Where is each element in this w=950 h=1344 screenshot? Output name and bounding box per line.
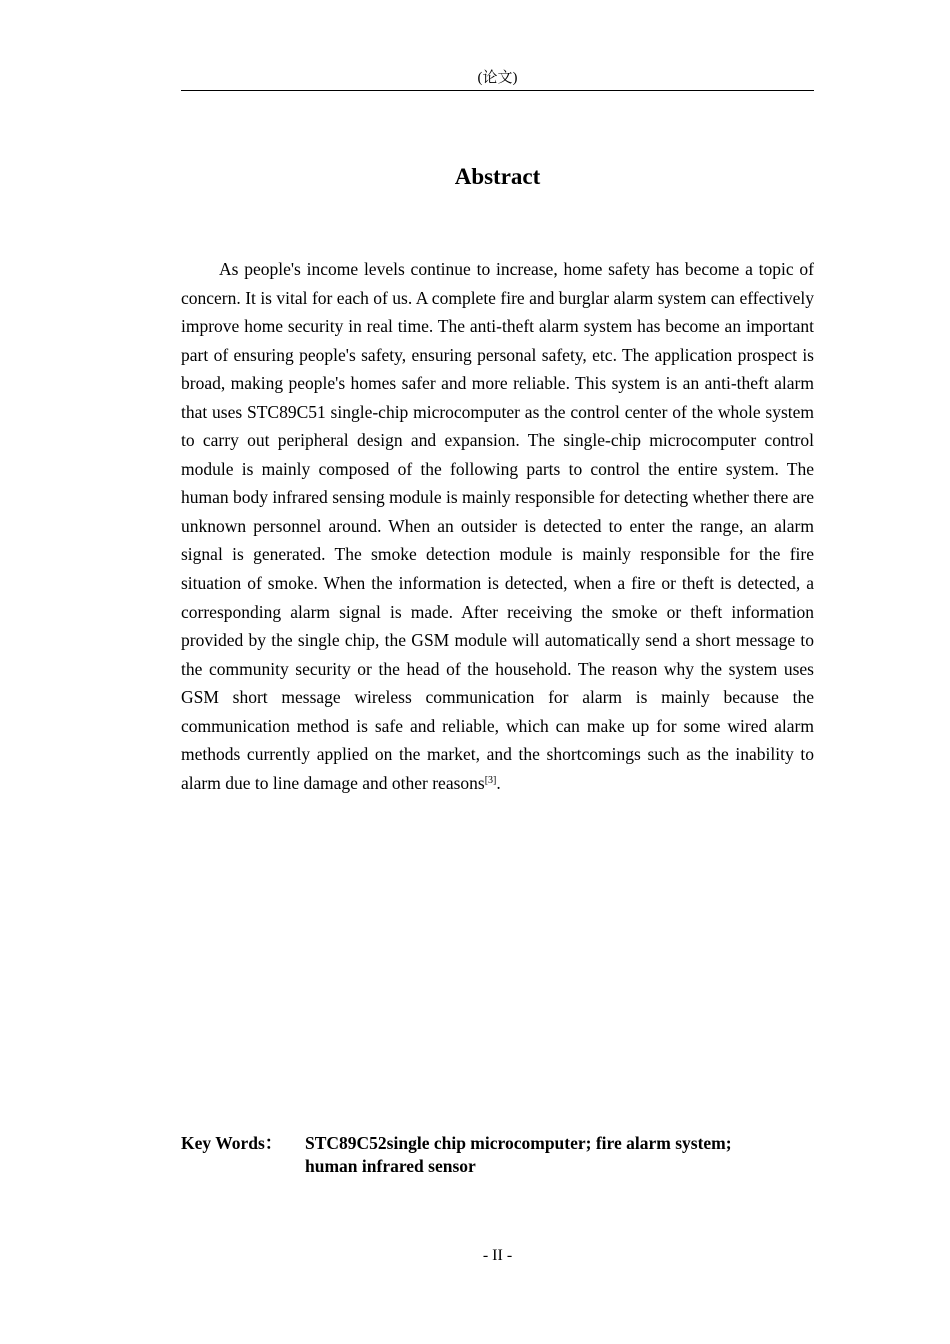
keywords-text: STC89C52single chip microcomputer; fire alarm system; human infrared sensor [305,1133,732,1176]
keywords-block [181,1132,814,1178]
running-header: (论文) [181,68,814,91]
keywords-label: Key Words： [181,1133,283,1153]
abstract-body: As people's income levels continue to increase, home safety has become a topic of concern. It is vital for each of us. A complete fire and burglar alarm system can effectively improve home security in real time. The anti-theft alarm system has become an important part of ensuring people's safety, ensuring personal safety, etc. The application prospect is broad, making people's homes safer and more reliable. This system is an anti-theft alarm that uses STC89C51 single-chip microcomputer as the control center of the whole system to carry out peripheral design and expansion. The single-chip microcomputer control module is mainly composed of the following parts to control the entire system. The human body infrared sensing module is mainly responsible for detecting whether there are unknown personnel around. When an outsider is detected to enter the range, an alarm signal is generated. The smoke detection module is mainly responsible for the fire situation of smoke. When the information is detected, when a fire or theft is detected, a corresponding alarm signal is made. After receiving the smoke or theft information provided by the single chip, the GSM module will automatically send a short message to the community security or the head of the household. The reason why the system uses GSM short message wireless communication for alarm is mainly because the communication method is safe and reliable, which can make up for some wired alarm methods currently applied on the market, and the shortcomings such as the inability to alarm due to line damage and other reasons [181,259,814,793]
abstract-paragraph [181,255,814,797]
page-number: - II - [482,1247,513,1264]
abstract-end-punct: . [496,772,501,793]
page-title: Abstract [454,164,541,189]
citation-marker: [3] [484,774,497,786]
